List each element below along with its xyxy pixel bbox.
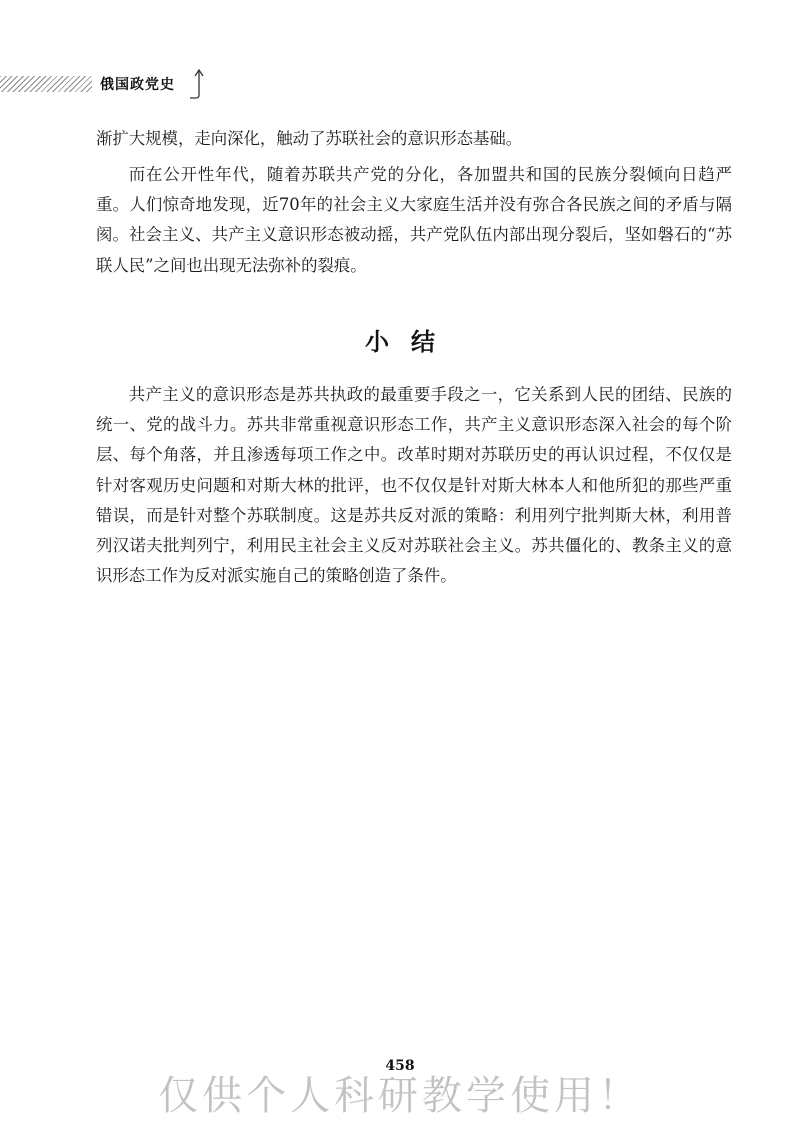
header-hatch-decoration — [0, 76, 92, 92]
text-paragraph-continued — [96, 124, 732, 154]
paragraph-text: 渐扩大规模，走向深化，触动了苏联社会的意识形态基础。 — [96, 129, 523, 148]
paragraph-text: 共产主义的意识形态是苏共执政的最重要手段之一，它关系到人民的团结、民族的统一、党的战斗力。苏共非常重视意识形态工作，共产主义意识形态深入社会的每个阶层、每个角落，并且渗透每项工作之中。改革时期对苏联历史的再认识过程，不仅仅是针对客观历史问题和对斯大林的批评，也不仅仅是针对斯大林本人和他所犯的那些严重错误，而是针对整个苏联制度。这是苏共反对派的策略：利用列宁批判斯大林，利用普列汉诺夫批判列宁，利用民主社会主义反对苏联社会主义。苏共僵化的、教条主义的意识形态工作为反对派实施自己的策略创造了条件。 — [96, 385, 732, 586]
section-heading: 小结 — [365, 328, 457, 356]
paragraph-text: 而在公开性年代，随着苏联共产党的分化，各加盟共和国的民族分裂倾向日趋严重。人们惊奇地发现，近70年的社会主义大家庭生活并没有弥合各民族之间的矛盾与隔阂。社会主义、共产主义意识形态被动摇，共产党队伍内部出现分裂后，坚如磐石的“苏联人民”之间也出现无法弥补的裂痕。 — [96, 165, 732, 275]
book-title: 俄国政党史 — [100, 77, 175, 93]
header-arrow-icon — [186, 68, 216, 102]
page-number: 458 — [385, 1058, 415, 1074]
running-header — [0, 68, 230, 108]
watermark-text: 仅供个人科研教学使用！ — [158, 1073, 642, 1119]
summary-paragraph — [96, 380, 732, 591]
text-paragraph — [96, 160, 732, 281]
